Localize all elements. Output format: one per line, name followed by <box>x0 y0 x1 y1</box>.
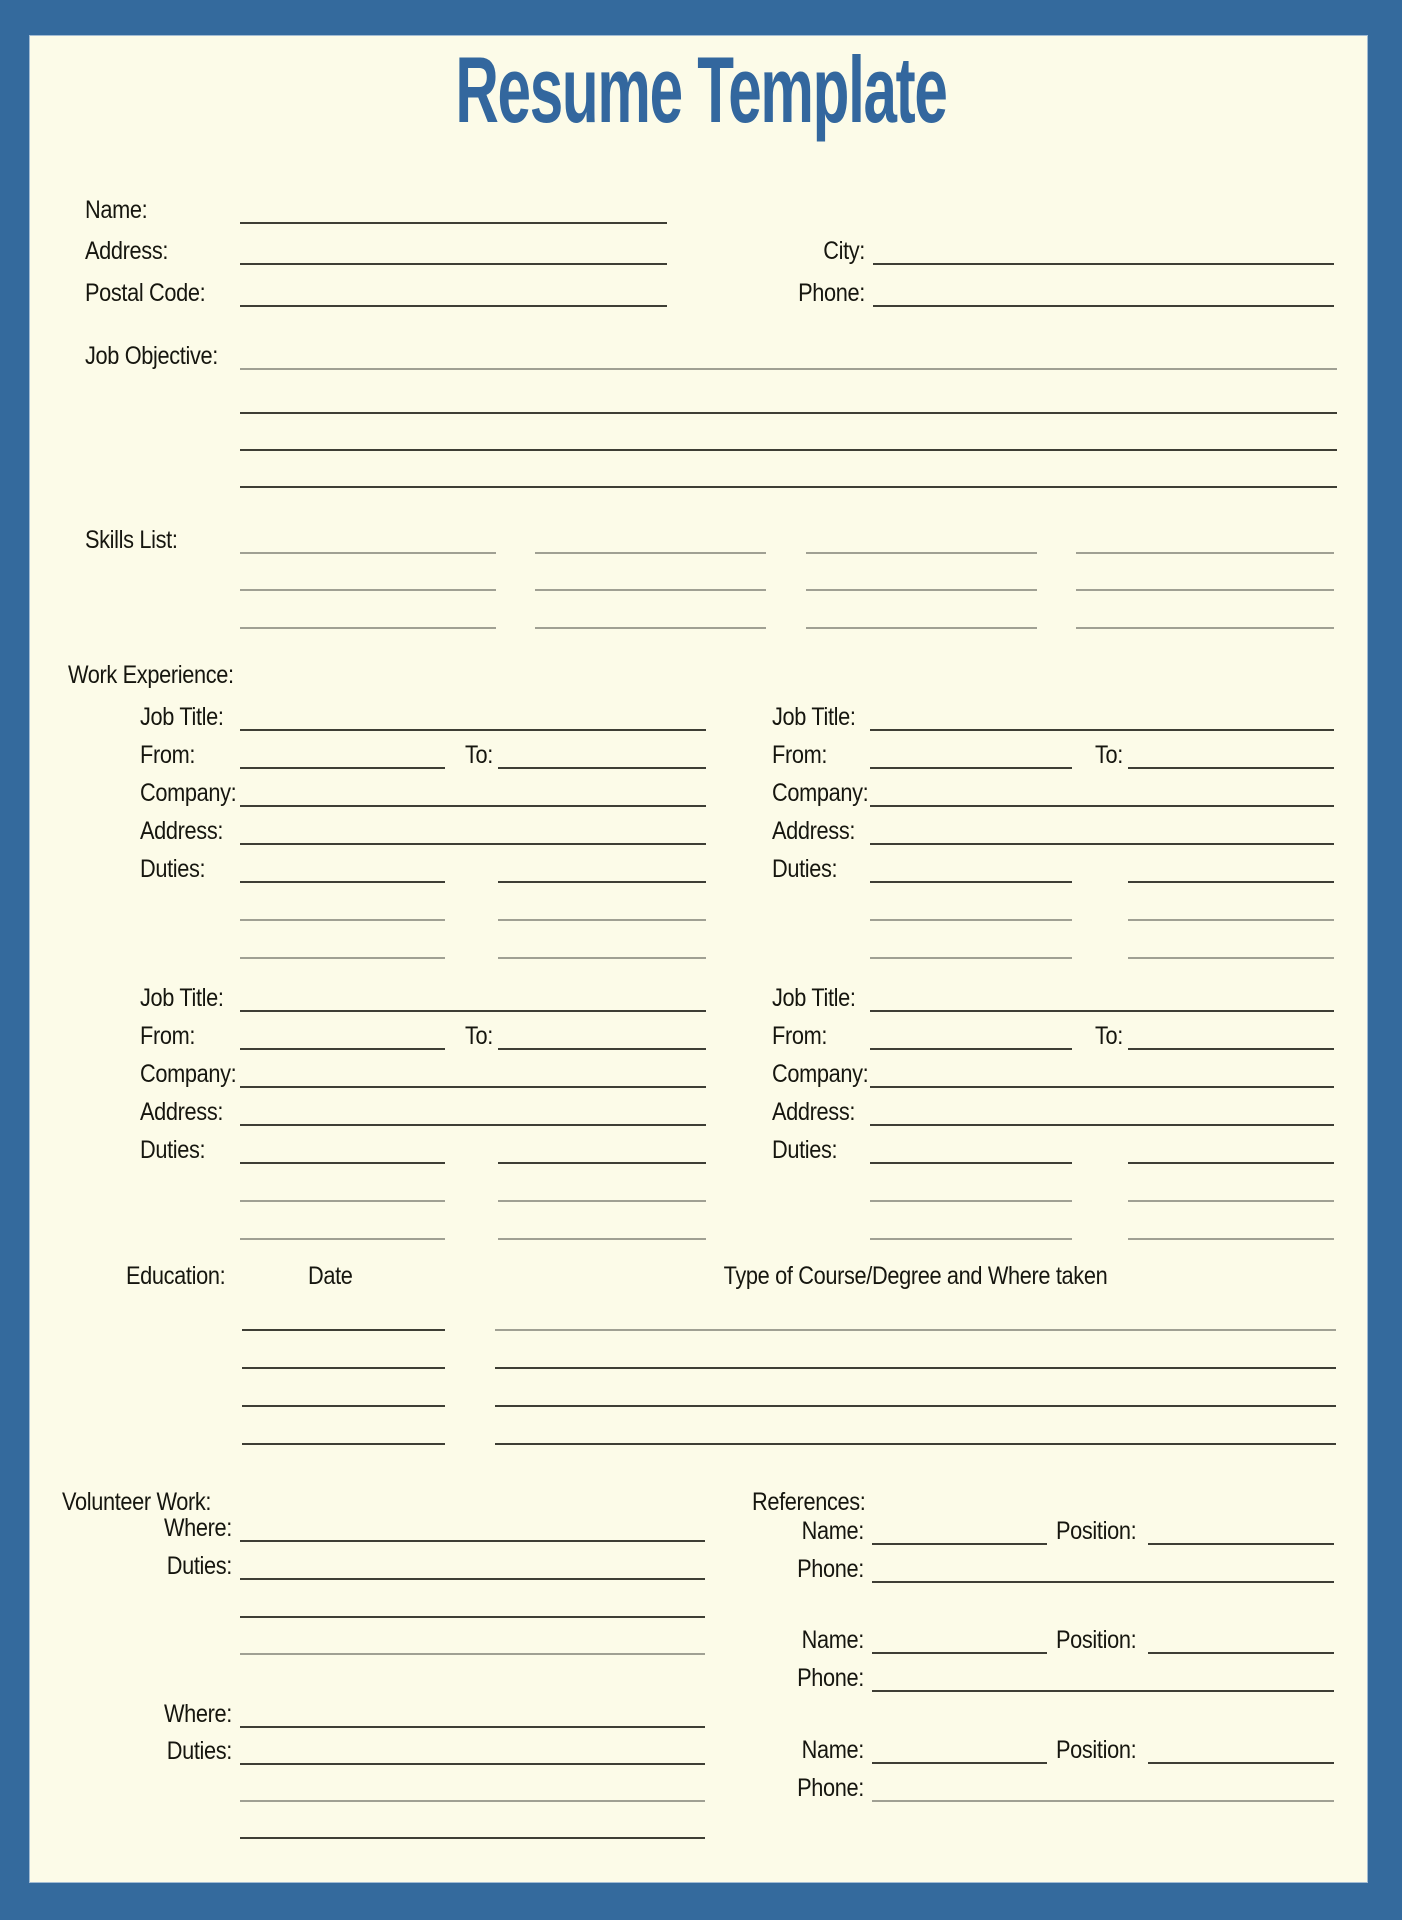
from-label: From: <box>772 741 828 769</box>
blank-line <box>240 805 706 807</box>
name-label: Name: <box>85 196 148 224</box>
where-label: Where: <box>163 1514 232 1542</box>
blank-line <box>498 957 706 959</box>
blank-line <box>498 1200 706 1202</box>
page-title: Resume Template <box>455 37 947 142</box>
blank-line <box>870 1086 1334 1088</box>
blank-line <box>495 1443 1336 1445</box>
to-label: To: <box>465 1022 493 1050</box>
blank-line <box>870 1162 1072 1164</box>
blank-line <box>872 1762 1047 1764</box>
blank-line <box>240 1162 445 1164</box>
address-label: Address: <box>772 817 856 845</box>
blank-line <box>1128 1048 1334 1050</box>
from-label: From: <box>140 1022 196 1050</box>
blank-line <box>870 1238 1072 1240</box>
blank-line <box>870 1048 1072 1050</box>
job-title-label: Job Title: <box>140 703 224 731</box>
blank-line <box>1076 552 1334 554</box>
blank-line <box>240 1238 445 1240</box>
blank-line <box>806 627 1037 629</box>
ref-position-label: Position: <box>1056 1517 1137 1545</box>
ref-position-label: Position: <box>1056 1626 1137 1654</box>
ref-name-label: Name: <box>801 1517 864 1545</box>
blank-line <box>242 1405 445 1407</box>
where-label: Where: <box>163 1700 232 1728</box>
blank-line <box>240 449 1337 451</box>
blank-line <box>1148 1652 1334 1654</box>
blank-line <box>872 1652 1047 1654</box>
ref-phone-label: Phone: <box>797 1555 864 1583</box>
company-label: Company: <box>772 779 869 807</box>
blank-line <box>240 589 496 591</box>
blank-line <box>240 1763 705 1765</box>
from-label: From: <box>140 741 196 769</box>
blank-line <box>240 1726 705 1728</box>
ref-position-label: Position: <box>1056 1736 1137 1764</box>
blank-line <box>240 305 667 307</box>
blank-line <box>240 1578 705 1580</box>
job-title-label: Job Title: <box>140 984 224 1012</box>
blank-line <box>240 957 445 959</box>
company-label: Company: <box>772 1060 869 1088</box>
blank-line <box>240 1010 706 1012</box>
blank-line <box>1128 1238 1334 1240</box>
ref-name-label: Name: <box>801 1626 864 1654</box>
blank-line <box>870 1010 1334 1012</box>
blank-line <box>242 1329 445 1331</box>
from-label: From: <box>772 1022 828 1050</box>
blank-line <box>498 881 706 883</box>
job-title-label: Job Title: <box>772 984 856 1012</box>
blank-line <box>240 627 496 629</box>
duties-label: Duties: <box>166 1737 232 1765</box>
blank-line <box>495 1367 1336 1369</box>
address-label: Address: <box>772 1098 856 1126</box>
blank-line <box>240 263 667 265</box>
blank-line <box>870 1124 1334 1126</box>
blank-line <box>1128 1200 1334 1202</box>
blank-line <box>240 1800 705 1802</box>
blank-line <box>495 1405 1336 1407</box>
blank-line <box>535 552 766 554</box>
blank-line <box>872 1800 1334 1802</box>
duties-label: Duties: <box>140 1136 206 1164</box>
blank-line <box>535 589 766 591</box>
blank-line <box>495 1329 1336 1331</box>
postal-code-label: Postal Code: <box>85 279 206 307</box>
blank-line <box>240 552 496 554</box>
job-objective-label: Job Objective: <box>85 342 218 370</box>
duties-label: Duties: <box>166 1552 232 1580</box>
address-label: Address: <box>140 817 224 845</box>
to-label: To: <box>465 741 493 769</box>
blank-line <box>240 767 445 769</box>
address-label: Address: <box>140 1098 224 1126</box>
blank-line <box>498 1162 706 1164</box>
blank-line <box>240 881 445 883</box>
blank-line <box>240 1048 445 1050</box>
blank-line <box>1128 767 1334 769</box>
blank-line <box>1128 881 1334 883</box>
blank-line <box>240 1200 445 1202</box>
ref-phone-label: Phone: <box>797 1664 864 1692</box>
blank-line <box>240 729 706 731</box>
blank-line <box>870 767 1072 769</box>
blank-line <box>872 1543 1047 1545</box>
blank-line <box>240 1616 705 1618</box>
job-title-label: Job Title: <box>772 703 856 731</box>
blank-line <box>498 1048 706 1050</box>
blank-line <box>872 1690 1334 1692</box>
blank-line <box>870 881 1072 883</box>
blank-line <box>240 368 1337 370</box>
blank-line <box>240 843 706 845</box>
company-label: Company: <box>140 779 237 807</box>
blank-line <box>870 805 1334 807</box>
city-label: City: <box>823 237 865 265</box>
blank-line <box>1128 919 1334 921</box>
blank-line <box>1076 627 1334 629</box>
phone-label: Phone: <box>798 279 865 307</box>
blank-line <box>240 1653 705 1655</box>
blank-line <box>873 263 1334 265</box>
ref-phone-label: Phone: <box>797 1774 864 1802</box>
blank-line <box>240 222 667 224</box>
blank-line <box>1128 1162 1334 1164</box>
blank-line <box>1148 1762 1334 1764</box>
blank-line <box>240 1837 705 1839</box>
blank-line <box>240 1124 706 1126</box>
blank-line <box>498 767 706 769</box>
blank-line <box>535 627 766 629</box>
blank-line <box>806 552 1037 554</box>
blank-line <box>870 843 1334 845</box>
duties-label: Duties: <box>772 855 838 883</box>
duties-label: Duties: <box>140 855 206 883</box>
education-label: Education: <box>126 1262 226 1290</box>
blank-line <box>870 729 1334 731</box>
address-label: Address: <box>85 237 169 265</box>
volunteer-work-section-label: Volunteer Work: <box>62 1488 212 1516</box>
duties-label: Duties: <box>772 1136 838 1164</box>
work-experience-section-label: Work Experience: <box>68 661 234 689</box>
blank-line <box>240 412 1337 414</box>
blank-line <box>242 1443 445 1445</box>
blank-line <box>240 919 445 921</box>
blank-line <box>806 589 1037 591</box>
blank-line <box>1148 1543 1334 1545</box>
blank-line <box>1128 957 1334 959</box>
blank-line <box>240 1540 705 1542</box>
ref-name-label: Name: <box>801 1736 864 1764</box>
references-section-label: References: <box>752 1488 866 1516</box>
blank-line <box>242 1367 445 1369</box>
to-label: To: <box>1095 741 1123 769</box>
blank-line <box>870 919 1072 921</box>
skills-list-label: Skills List: <box>85 526 178 554</box>
blank-line <box>870 1200 1072 1202</box>
blank-line <box>873 305 1334 307</box>
blank-line <box>240 1086 706 1088</box>
blank-line <box>240 486 1337 488</box>
date-header-label: Date <box>308 1262 353 1290</box>
blank-line <box>498 919 706 921</box>
course-degree-header-label: Type of Course/Degree and Where taken <box>723 1262 1108 1290</box>
company-label: Company: <box>140 1060 237 1088</box>
to-label: To: <box>1095 1022 1123 1050</box>
paper-sheet <box>30 36 1367 1882</box>
blank-line <box>872 1581 1334 1583</box>
blank-line <box>1076 589 1334 591</box>
blank-line <box>498 1238 706 1240</box>
blank-line <box>870 957 1072 959</box>
